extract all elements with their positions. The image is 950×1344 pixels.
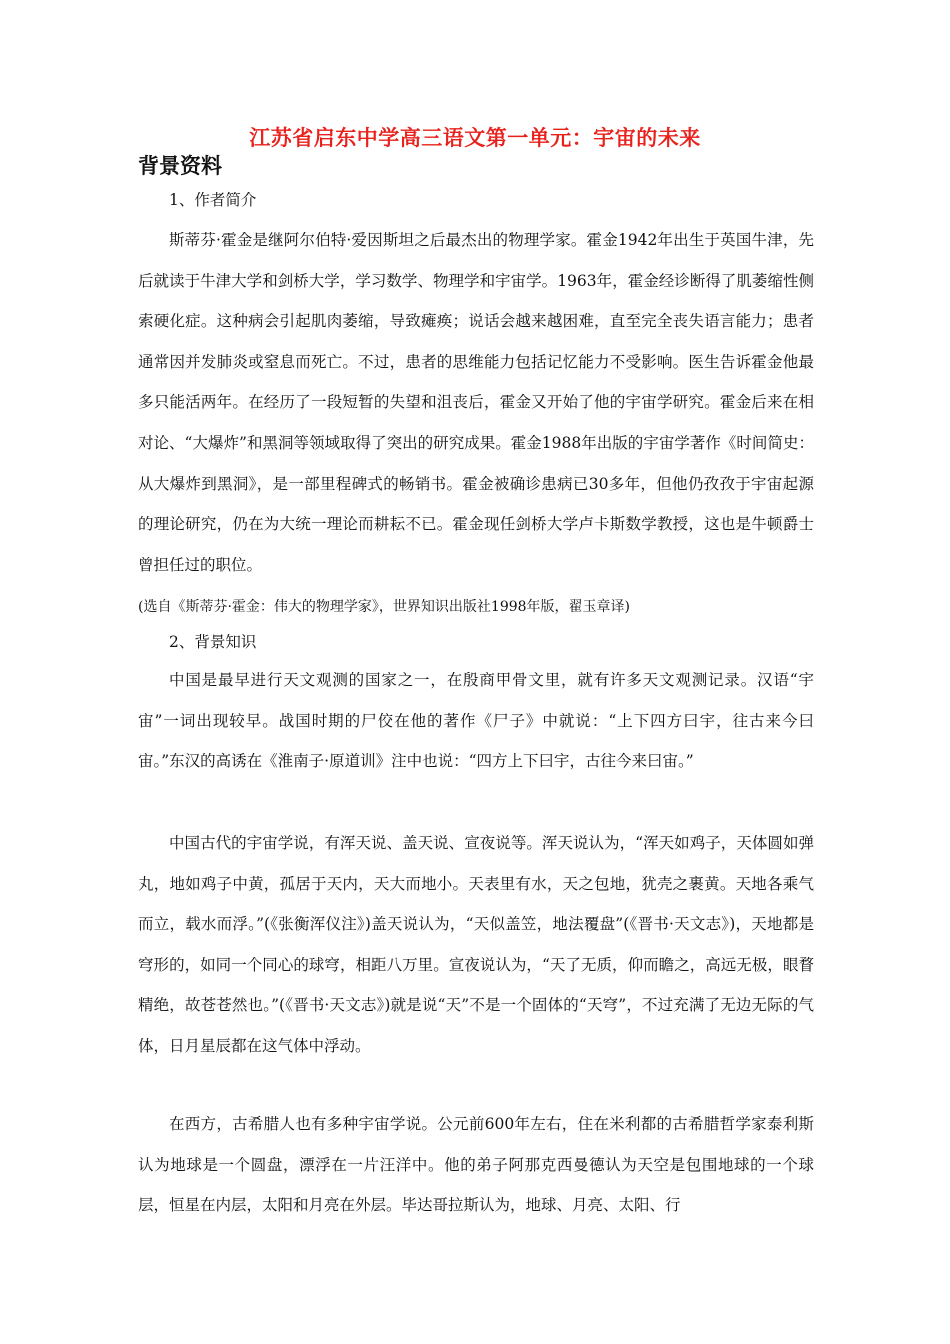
source-citation: (选自《斯蒂芬·霍金：伟大的物理学家》，世界知识出版社1998年版，翟玉章译) (138, 599, 631, 615)
background-paragraph-2: 中国古代的宇宙学说，有浑天说、盖天说、宣夜说等。浑天说认为，“浑天如鸡子，天体圆如弹丸，地如鸡子中黄，孤居于天内，天大而地小。天表里有水，天之包地，犹壳之裹黄。天地各乘气而立，载水而浮。”(《张衡浑仪注》)盖天说认为，“天似盖笠，地法覆盘”(《晋书·天文志》)，天地都是穹形的，如同一个同心的球穹，相距八万里。宣夜说认为，“天了无质，仰而瞻之，高远无极，眼瞀精绝，故苍苍然也。”(《晋书·天文志》)就是说“天”不是一个固体的“天穹”，不过充满了无边无际的气体，日月星辰都在这气体中浮动。 (138, 834, 814, 1055)
document-title: 江苏省启东中学高三语文第一单元：宇宙的未来 (249, 126, 701, 150)
author-intro-heading: 1、作者简介 (169, 191, 257, 209)
background-paragraph-1: 中国是最早进行天文观测的国家之一，在殷商甲骨文里，就有许多天文观测记录。汉语“宇宙”一词出现较早。战国时期的尸佼在他的著作《尸子》中就说：“上下四方曰宇，往古来今曰宙。”东汉的高诱在《淮南子·原道训》注中也说：“四方上下曰宇，古往今来曰宙。” (138, 671, 814, 771)
section-heading: 背景资料 (138, 153, 222, 178)
background-paragraph-3: 在西方，古希腊人也有多种宇宙学说。公元前600年左右，住在米利都的古希腊哲学家泰利斯认为地球是一个圆盘，漂浮在一片汪洋中。他的弟子阿那克西曼德认为天空是包围地球的一个球层，恒星在内层，太阳和月亮在外层。毕达哥拉斯认为，地球、月亮、太阳、行 (138, 1115, 814, 1215)
background-knowledge-heading: 2、背景知识 (169, 633, 257, 651)
author-intro-paragraph: 斯蒂芬·霍金是继阿尔伯特·爱因斯坦之后最杰出的物理学家。霍金1942年出生于英国牛津，先后就读于牛津大学和剑桥大学，学习数学、物理学和宇宙学。1963年，霍金经诊断得了肌萎缩性侧索硬化症。这种病会引起肌肉萎缩，导致瘫痪；说话会越来越困难，直至完全丧失语言能力；患者通常因并发肺炎或窒息而死亡。不过，患者的思维能力包括记忆能力不受影响。医生告诉霍金他最多只能活两年。在经历了一段短暂的失望和沮丧后，霍金又开始了他的宇宙学研究。霍金后来在相对论、“大爆炸”和黑洞等领域取得了突出的研究成果。霍金1988年出版的宇宙学著作《时间简史：从大爆炸到黑洞》，是一部里程碑式的畅销书。霍金被确诊患病已30多年，但他仍孜孜于宇宙起源的理论研究，仍在为大统一理论而耕耘不已。霍金现任剑桥大学卢卡斯数学教授，这也是牛顿爵士曾担任过的职位。 (138, 231, 814, 574)
